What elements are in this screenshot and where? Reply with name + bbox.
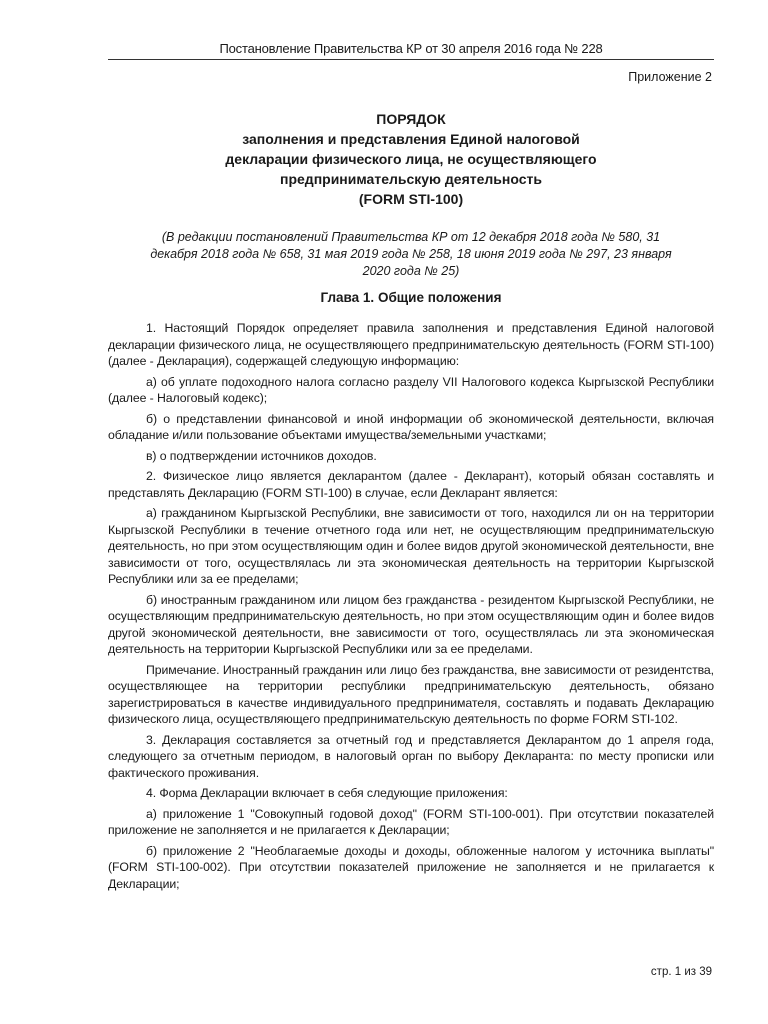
- title-line: (FORM STI-100): [358, 191, 464, 207]
- paragraph: 1. Настоящий Порядок определяет правила заполнения и представления Единой налоговой декларации физического лица, не осуществляющего предпринимательскую деятельность (FORM STI-100) (далее - Декларация), содержащей следующую информацию:: [108, 321, 714, 368]
- document-title: [108, 109, 714, 209]
- paragraph: б) приложение 2 "Необлагаемые доходы и доходы, обложенные налогом у источника выплаты" (FORM STI-100-002). При отсутствии показателей приложение не заполняется и не прилагается к Декларации;: [108, 843, 714, 891]
- paragraph: б) иностранным гражданином или лицом без гражданства - резидентом Кыргызской Республики, не осуществляющим предпринимательскую деятельность, но при этом осуществляющим один и более видов другой экономической деятельности, вне зависимости от того, осуществлялась ли эта экономическая деятельность на территории Кыргызской Республики или за ее пределами.: [108, 592, 714, 656]
- paragraph: в) о подтверждении источников доходов.: [146, 448, 377, 463]
- appendix-label: Приложение 2: [628, 70, 712, 84]
- title-line: декларации физического лица, не осуществляющего: [225, 151, 597, 167]
- title-line: заполнения и представления Единой налоговой: [242, 131, 580, 147]
- paragraph: Примечание. Иностранный гражданин или лицо без гражданства, вне зависимости от резидентства, осуществляющее на территории республики предпринимательскую деятельность, обязано зарегистрироваться в качестве индивидуального предпринимателя, составлять и подавать Декларацию физического лица, осуществляющего предпринимательскую деятельность по форме FORM STI-102.: [108, 662, 714, 726]
- paragraph: 3. Декларация составляется за отчетный год и представляется Декларантом до 1 апреля года, следующего за отчетным периодом, в налоговый орган по выбору Декларанта: по месту прописки или фактического проживания.: [108, 732, 714, 780]
- title-line: ПОРЯДОК: [376, 111, 446, 127]
- header-divider: [108, 59, 714, 60]
- title-line: предпринимательскую деятельность: [280, 171, 542, 187]
- body-text: [108, 320, 714, 896]
- paragraph: а) гражданином Кыргызской Республики, вне зависимости от того, находился ли он на территории Кыргызской Республики в течение отчетного года или нет, не осуществляющим предпринимательскую деятельность, но при этом осуществляющим один и более видов другой экономической деятельности, вне зависимости от того, осуществлялась ли эта экономическая деятельность на территории Кыргызской Республики или за ее пределами;: [108, 506, 714, 586]
- edition-note: (В редакции постановлений Правительства КР от 12 декабря 2018 года № 580, 31 декабря 2018 года № 658, 31 мая 2019 года № 258, 18 июня 2019 года № 297, 23 января 2020 года № 25): [150, 230, 672, 278]
- paragraph: а) приложение 1 "Совокупный годовой доход" (FORM STI-100-001). При отсутствии показателей приложение не заполняется и не прилагается к Декларации;: [108, 806, 714, 837]
- paragraph: 2. Физическое лицо является декларантом (далее - Декларант), который обязан составлять и представлять Декларацию (FORM STI-100) в случае, если Декларант является:: [108, 469, 714, 500]
- paragraph: 4. Форма Декларации включает в себя следующие приложения:: [146, 786, 508, 800]
- running-header: Постановление Правительства КР от 30 апреля 2016 года № 228: [219, 41, 603, 56]
- document-page: [108, 0, 714, 1024]
- page-number: стр. 1 из 39: [650, 966, 712, 978]
- paragraph: б) о представлении финансовой и иной информации об экономической деятельности, включая обладание и/или пользование объектами имущества/земельными участками;: [108, 411, 714, 442]
- chapter-heading: Глава 1. Общие положения: [320, 290, 502, 305]
- paragraph: а) об уплате подоходного налога согласно разделу VII Налогового кодекса Кыргызской Республики (далее - Налоговый кодекс);: [108, 374, 714, 405]
